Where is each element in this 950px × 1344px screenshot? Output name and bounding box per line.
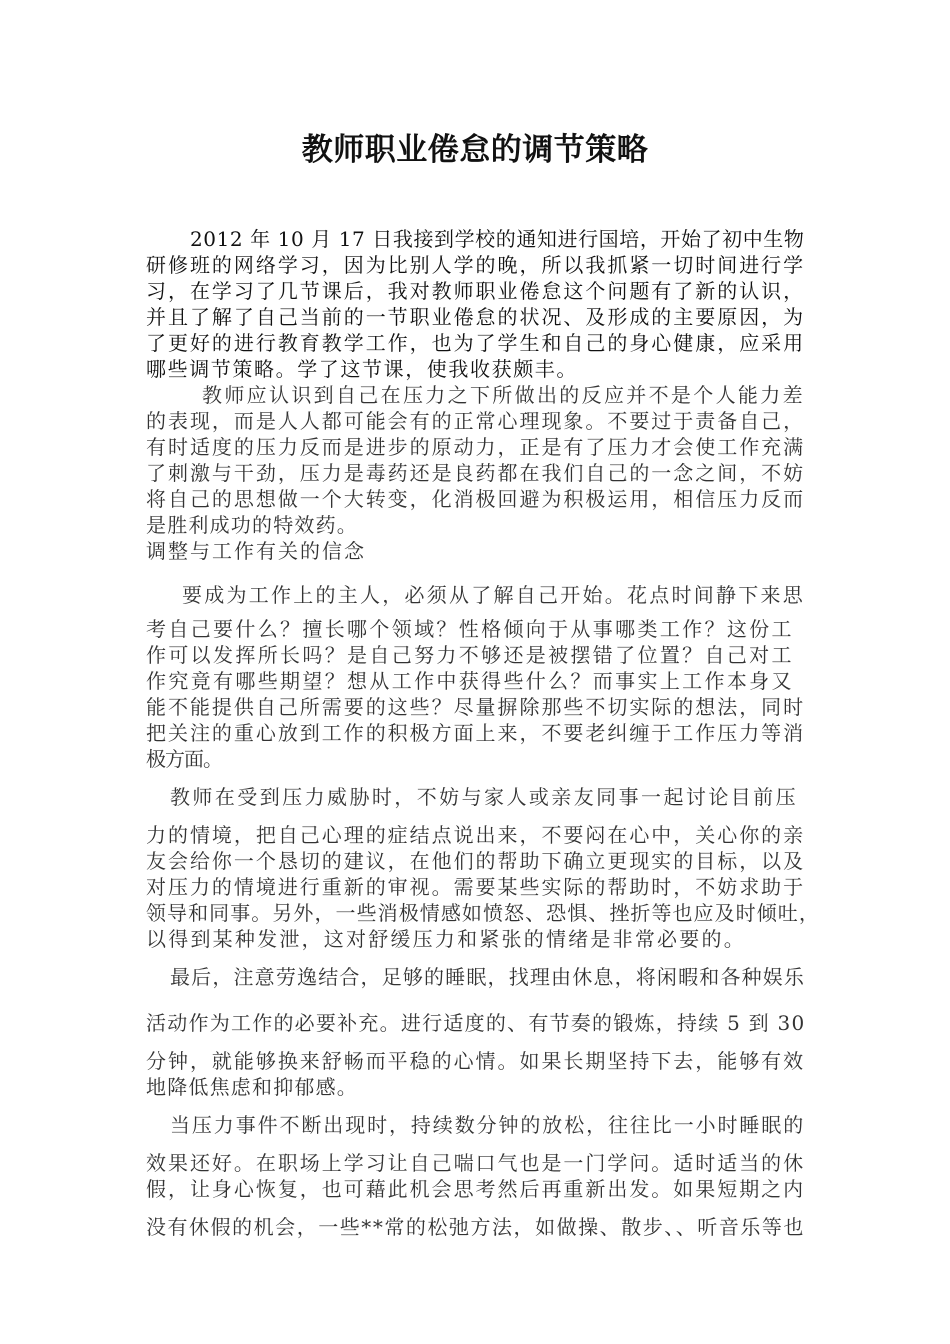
- text-line: 地降低焦虑和抑郁感。: [146, 1075, 358, 1099]
- text-line: 习，在学习了几节课后，我对教师职业倦怠这个问题有了新的认识，: [146, 279, 806, 303]
- text-line: 以得到某种发泄，这对舒缓压力和紧张的情绪是非常必要的。: [146, 927, 746, 951]
- text-line: 教师在受到压力威胁时，不妨与家人或亲友同事一起讨论目前压: [170, 785, 799, 809]
- text-line: 研修班的网络学习，因为比别人学的晚，所以我抓紧一切时间进行学: [146, 253, 806, 277]
- text-line: 是胜利成功的特效药。: [146, 513, 358, 537]
- text-line: 对压力的情境进行重新的审视。需要某些实际的帮助时，不妨求助于: [146, 875, 806, 899]
- text-line: 领导和同事。另外，一些消极情感如愤怒、恐惧、挫折等也应及时倾吐，: [146, 901, 820, 925]
- text-line: 极方面。: [146, 747, 222, 771]
- document-title: 教师职业倦怠的调节策略: [301, 132, 649, 168]
- text-line: 将自己的思想做一个大转变，化消极回避为积极运用，相信压力反而: [146, 487, 806, 511]
- text-line: 哪些调节策略。学了这节课，使我收获颇丰。: [146, 357, 578, 381]
- text-line: 有时适度的压力反而是进步的原动力，正是有了压力才会使工作充满: [146, 435, 806, 459]
- text-line: 的表现，而是人人都可能会有的正常心理现象。不要过于责备自己，: [146, 409, 806, 433]
- text-line: 并且了解了自己当前的一节职业倦怠的状况、及形成的主要原因，为: [146, 305, 806, 329]
- text-line: 了更好的进行教育教学工作，也为了学生和自己的身心健康，应采用: [146, 331, 806, 355]
- text-line: 最后，注意劳逸结合，足够的睡眠，找理由休息，将闲暇和各种娱乐: [170, 965, 806, 989]
- text-line: 教师应认识到自己在压力之下所做出的反应并不是个人能力差: [202, 383, 805, 407]
- text-line: 友会给你一个恳切的建议，在他们的帮助下确立更现实的目标，以及: [146, 849, 806, 873]
- text-line: 作究竟有哪些期望？想从工作中获得些什么？而事实上工作本身又: [146, 669, 794, 693]
- text-line: 分钟，就能够换来舒畅而平稳的心情。如果长期坚持下去，能够有效: [146, 1049, 806, 1073]
- text-line: 当压力事件不断出现时，持续数分钟的放松，往往比一小时睡眠的: [170, 1113, 806, 1137]
- section-heading: 调整与工作有关的信念: [146, 539, 366, 563]
- text-line: 把关注的重心放到工作的积极方面上来，不要老纠缠于工作压力等消: [146, 721, 806, 745]
- text-line: 活动作为工作的必要补充。进行适度的、有节奏的锻炼，持续 5 到 30: [146, 1011, 806, 1035]
- text-line: 能不能提供自己所需要的这些？尽量摒除那些不切实际的想法，同时: [146, 695, 806, 719]
- text-line: 考自己要什么？擅长哪个领域？性格倾向于从事哪类工作？这份工: [146, 617, 794, 641]
- text-line: 假，让身心恢复，也可藉此机会思考然后再重新出发。如果短期之内: [146, 1177, 806, 1201]
- text-line: 要成为工作上的主人，必须从了解自己开始。花点时间静下来思: [182, 583, 805, 607]
- text-line: 2012 年 10 月 17 日我接到学校的通知进行国培，开始了初中生物: [190, 227, 805, 251]
- text-line: 没有休假的机会，一些**常的松弛方法，如做操、散步、、听音乐等也: [146, 1215, 805, 1239]
- text-line: 了刺激与干劲，压力是毒药还是良药都在我们自己的一念之间，不妨: [146, 461, 806, 485]
- text-line: 作可以发挥所长吗？是自己努力不够还是被摆错了位置？自己对工: [146, 643, 794, 667]
- text-line: 效果还好。在职场上学习让自己喘口气也是一门学问。适时适当的休: [146, 1151, 806, 1175]
- text-line: 力的情境，把自己心理的症结点说出来，不要闷在心中，关心你的亲: [146, 823, 806, 847]
